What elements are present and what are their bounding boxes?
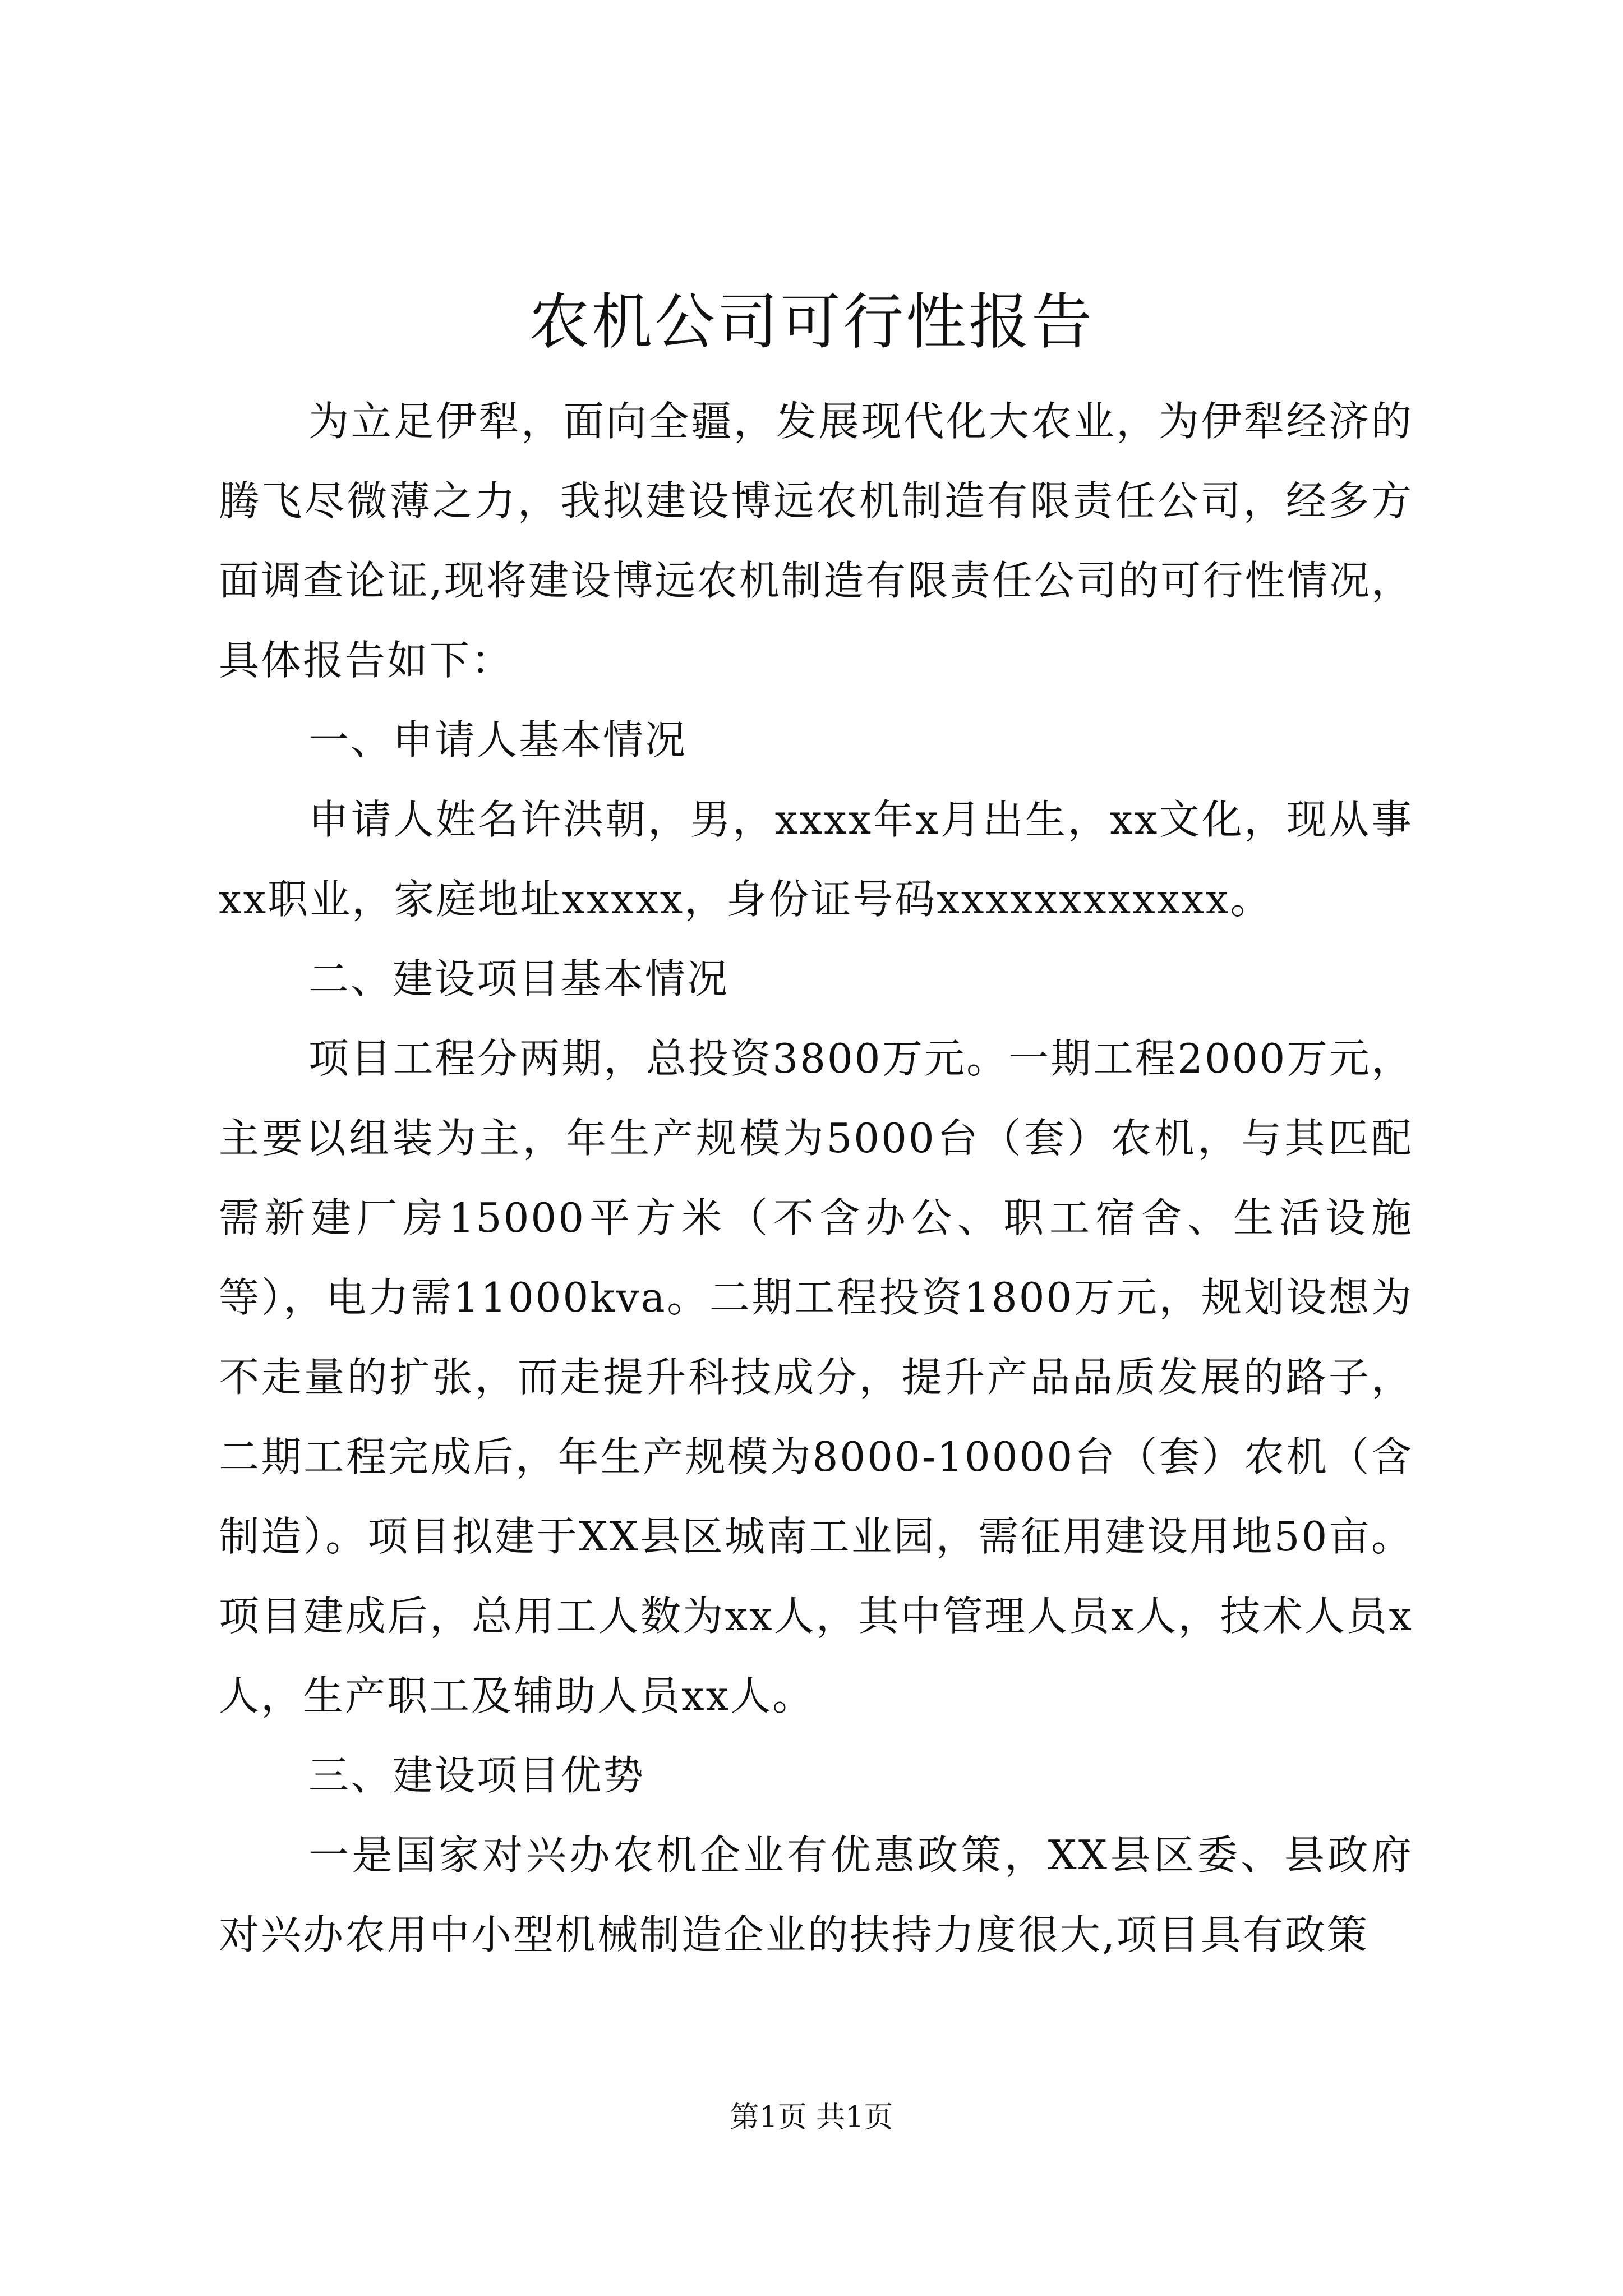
paragraph-advantages: 一是国家对兴办农机企业有优惠政策，XX县区委、县政府对兴办农用中小型机械制造企业的扶持力度很大,项目具有政策 [219,1832,1413,1958]
page-number-footer: 第1页 共1页 [730,2101,893,2134]
paragraph-applicant: 申请人姓名许洪朝，男，xxxx年x月出生，xx文化，现从事xx职业，家庭地址xxxxx，身份证号码xxxxxxxxxxxx。 [219,796,1413,923]
section-heading-applicant: 一、申请人基本情况 [308,716,688,763]
paragraph-project: 项目工程分两期，总投资3800万元。一期工程2000万元，主要以组装为主，年生产规模为5000台（套）农机，与其匹配需新建厂房15000平方米（不含办公、职工宿舍、生活设施等），电力需11000kva。二期工程投资1800万元，规划设想为不走量的扩张，而走提升科技成分，提升产品品质发展的路子，二期工程完成后，年生产规模为8000-10000台（套）农机（含制造）。项目拟建于XX县区城南工业园，需征用建设用地50亩。项目建成后，总用工人数为xx人，其中管理人员x人，技术人员x人，生产职工及辅助人员xx人。 [219,1035,1413,1719]
document-title: 农机公司可行性报告 [528,287,1094,357]
paragraph-intro: 为立足伊犁，面向全疆，发展现代化大农业，为伊犁经济的腾飞尽微薄之力，我拟建设博远农机制造有限责任公司，经多方面调查论证,现将建设博远农机制造有限责任公司的可行性情况，具体报告如下： [219,398,1413,684]
document-body [219,381,1413,1975]
section-heading-advantages: 三、建设项目优势 [308,1752,645,1799]
section-heading-project: 二、建设项目基本情况 [308,955,730,1002]
